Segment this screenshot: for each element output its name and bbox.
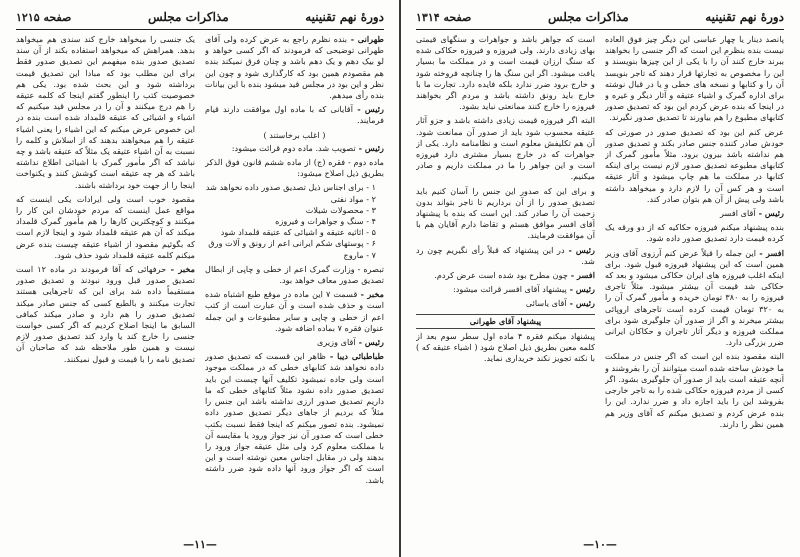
paragraph-text: تصویب شد. ماده دوم قرائت میشود: (231, 142, 356, 153)
left-columns (16, 34, 384, 524)
right-page-header (416, 10, 784, 28)
list-item: ۴ - سنگ و جواهرات و فیروزه (275, 216, 376, 227)
speaker-name: رئیس - (352, 104, 384, 115)
paragraph (416, 245, 595, 267)
speaker-name: مخبر - (166, 264, 195, 275)
paragraph-text: مقصود خوب است ولی ایرادات یکی اینست که مواقع عمل اینست که مردم خودشان این کار را میکنند و کوچکترین کارها را هم مأمور گمرک قلمداد میکند که آن هم عتیقه قلمداد شود و اینجا لازم است که بگوئیم مقصود از اشیاء عتیقه چیست بنده عرض میکنم کلمه عتیقه قلمداد شود حذف شود. (16, 193, 195, 260)
paragraph-text: پیشنهاد میکنم فقره ۴ ماده اول سطر سوم بعد از کلمه معین بطریق ذیل اصلاح شود ( اشیاء عتیقه که ) با نکته تجویز نکند خریداری نماید. (416, 330, 595, 364)
paragraph (605, 34, 784, 124)
paragraph-text: این جمله را قبلاً عرض کنم آرزوی آقای وزیر همین است که این پیشنهاد فیروزه قبول شود. برای اینکه اغلب فیروزه های ایران حکاکی میشود و بعد که حکاکی شد قیمت آن بیشتر میشود. مثلاً تاجری فیروزه را به ۳۸۰ تومان خریده و مأمور گمرک آن را به ۳۲۰ تومان قیمت کرده است تاجرهای اروپائی بیشتر میخرند و اگر از صدور آن جلوگیری شود برای مملکت فیروزه و دیگر آثار تاجران و حکاکان ایرانی ضرر بزرگی دارد. (605, 247, 784, 348)
paragraph (16, 264, 195, 365)
speaker-name: طهرانی - (347, 34, 384, 44)
paragraph-text: یک جنسی را میخواهد خارج کند سندی هم میخواهد بدهد. همراهش که میخواهد استفاده بکند از آن سند تصدیق صدور بنده میفهمم این تصدیق صدور فقط برای این مطلب بود که مبادا این تصدیق قیمت برداشته شود و این بحث شده بود. یکی هم خصوصیت کتب را اینطور گفتم اینجا که کلمه عتیقه را هم درج میکنند و آن را در مجلس قید میکنیم که اشیاء و اشیائی که عتیقه قلمداد شده است بنده در این خصوص عرض میکنم که این اشیاء را یعنی اشیاء عتیقه را هم میخواهند بدهند که از اسلاش و کلمه را نسبت به آن اشیاء عتیقه یک مثلاً که عتیقه باشد و چه نباشد که اگر مأمور گمرک با اشیائی اطلاع نداشته باشد که هر چه عتیقه است کوشش کنند و یکنواخت اینجا را از جهت خود برداشته باشند. (16, 34, 195, 190)
right-page-number-label: صفحه ۱۳۱۴ (416, 11, 472, 24)
paragraph-text: آقایانی که با ماده اول موافقت دارند قیام فرمایند. (205, 104, 384, 126)
left-page-footer: —۱۱— (183, 538, 217, 551)
paragraph-text: تبصره - وزارت گمرک اعم از خطی و چاپی از ابطال تصدیق صدور معاف خواهد بود. (205, 263, 384, 286)
paragraph-text: عرض کنم این بود که تصدیق صدور در صورتی که خودش صادر کننده جنس صادر بکند و تصدیق صدور هم نداشته باشد بیرون برود. مثلاً مأمور گمرک از کتابهای مطبوعه تصدیق صدور لازم نیست برای اینکه کتابها در مملکت ما هم چاپ میشود و آثار عتیقه است و هر کس آن را لازم دارد و میخواهد داشته باشد ولی پیش از آن هم بتوان صادر کند. (605, 126, 784, 204)
right-page-footer: —۱۰— (583, 538, 617, 551)
paragraph-text: آقای وزیری (316, 337, 356, 348)
left-session-label: دورهٔ نهم تقنینیه (305, 10, 384, 24)
paragraph (16, 194, 195, 261)
proposal-heading: پیشنهاد آقای طهرانی (416, 314, 595, 329)
list-item: ۵ - اثاثیه عتیقه و اشیائی که عتیقه قلمداد شود (220, 227, 376, 238)
paragraph-text: ظاهر این قسمت که تصدیق صدور داده نخواهد شد کتابهای خطی که در مملکت موجود است ولی جاده نمیشود تکلیف آنها چیست این باید تصدیق صدور داده نشود مثلاً کتابهای خطی که ما داریم تصدیق صدور ارزی نداشته باشد این جنس را مثلاً که بردیم از جاهای دیگر تصدیق صدور داده نمیشود. بنده تصور میکنم که اینجا فقط نسبت بکتب خطی است که صدور آن نیز جواز ورود یا مقایسه آن با مملکت معلوم کرد ولی مثل عتیقه جواز ورود را بدهند ولی در مقابل اجناس معین نوشته است و این است که اگر جواز ورود آنها داده شود ضرر داشته باشد. (205, 351, 384, 485)
paragraph (416, 298, 595, 309)
list-item: ۷ - ماروج (343, 249, 376, 260)
paragraph (205, 143, 384, 154)
paragraph (205, 351, 384, 485)
paragraph (205, 289, 384, 334)
right-header-title: مذاکرات مجلس (547, 10, 629, 24)
right-page (400, 0, 800, 557)
left-page-header (16, 10, 384, 28)
speaker-name: رئیس - (355, 142, 384, 153)
paragraph-text: و برای این که صدور این جنس را آسان کنیم باید تصدیق صدور را از آن برداریم تا تاجر بتواند بدون زحمت آن را صادر کند. این است که بنده با پیشنهاد آقای افسر موافق هستم و تقاضا دارم آقایان هم با آن موافقت فرمایند. (416, 185, 595, 241)
paragraph-text: پانصد دینار یا چهار عباسی این دیگر چیز فوق العاده نیست بنده بنظرم این است که اگر جنسی را بخواهند ببرند خارج کنند آن را با یکی از این چیزها بنویسند و این را مخصوص به تجارتها قرار دهند که تاجر بنویسد آن را و کتابها و نسخه های خطی و یا در قبال نوشته برای اداره گمرک و اشیاء عتیقه و آثار دیگر و غیره و در اینجا که بنده عرض کردم این بود که تصدیق صدور کتابهای مطبوع را هم بیاورند تا تصدیق صدور نگیرند. (605, 34, 784, 123)
paragraph (205, 264, 384, 286)
list-item: ۲ - مواد نفتی (330, 193, 376, 204)
right-header-rule (416, 29, 784, 30)
speaker-name: مخبر - (357, 289, 384, 300)
speaker-name: طباطبائی دیبا - (326, 351, 384, 362)
paragraph-text: بنده پیشنهاد میکنم فیروزه حکاکیه که از دو ورقه یک کرده قیمت دارد تصدیق صدور داده شود. (605, 222, 784, 244)
right-page-left-column (416, 34, 595, 524)
paragraph-text: قسمت ۷ این ماده در موقع طبع اشتباه شده است و حذف شده است و آن عبارت است از کتب اعم از خطی و چاپی و سایر مطبوعات و این جمله عنوان فقره ۷ بماده اضافه شود. (205, 289, 384, 333)
right-page-right-column (605, 34, 784, 524)
left-page-right-column (205, 34, 384, 524)
list-item: ۱ - برای اجناس ذیل تصدیق صدور داده نخواهد شد (205, 182, 376, 193)
paragraph-text: بنده نظرم راجع به عرض کرده ولی آقای طهرانی توضیحی که فرمودند که اگر کسی خواهد و لو بیک دهم و یک دهم باشد و چنان فرق نمیکند بنده هم مقصودم همین بود که کارگذاری شود و چون این نظر و این بود در مجلس قید میشود بنده با این بیانات بنده رأی میدهم. (205, 34, 384, 101)
paragraph-text: چون مطرح بود شده است عرض کردم. (434, 270, 568, 281)
paragraph (416, 284, 595, 295)
speaker-name: رئیس - (566, 298, 595, 309)
paragraph-text: حرفهائی که آقا فرمودند در ماده ۱۲ است تصدیق صدور قبل ورود نبودند و تصدیق صدور مستقیماً داده شد برای این که تاجرهایی هستند تجارت میکنند و بالطبع کسی که جنس صادر میکند تصدیق صدور را هم دارد و صادر میکند کمافی السابق ما اینجا اصلاح کردیم که اگر کسی خواست جنسی را خارج کند یا وارد کند تصدیق صدور لازم نیست و همین طور ملاحظه شد که صاحبان آن تصدیق نامه را با قیمت و قبول نمیکنند. (16, 264, 195, 364)
paragraph (605, 127, 784, 205)
paragraph (16, 34, 195, 191)
paragraph (205, 104, 384, 126)
speaker-name: رئیس - (564, 244, 595, 255)
list-item: ۳ - محصولات شیلات (305, 204, 376, 215)
list-item: ۶ - پوستهای شکم ایرانی اعم از رونق و آلات ورق (208, 238, 376, 249)
paragraph-text: آقای افسر (720, 208, 756, 219)
paragraph (205, 337, 384, 348)
paragraph (605, 351, 784, 429)
item-list (205, 182, 384, 260)
paragraph-text: است که جواهر باشد و جواهرات و سنگهای قیمتی بهای زیادی دارند. ولی فیروزه و فیروزه حکاکی شده که سنگ ارزان قیمت است و در مملکت ما بسیار یافت میشود. اگر این سنگ ها را چنانچه فروخته شود و خارج برود ضرر ندارد بلکه فایده دارد. تجارت ما با خارج باید رونق داشته باشد و مردم اگر بخواهند فیروزه را خارج کنند ممانعتی نباید بشود. (416, 34, 595, 112)
right-session-label: دورهٔ نهم تقنینیه (705, 10, 784, 24)
paragraph (416, 331, 595, 365)
paragraph (605, 208, 784, 219)
right-columns (416, 34, 784, 524)
paragraph (205, 157, 384, 179)
paragraph (416, 186, 595, 242)
paragraph-text: البته مقصود بنده این است که اگر جنس در مملکت ما خودش ساخته شده است میتوانند آن را بفروشند و آنچه عتیقه است باید از صدور آن جلوگیری بشود. اگر کسی از مردم فیروزه حکاکی شده را به تاجر خارجی بفروشد این را باید اجازه داد و ضرر ندارد. این را بنده عرض کردم و تصدیق میکنم که آقای وزیر هم همین نظر را دارند. (605, 351, 784, 429)
speaker-name: افسر - (567, 270, 595, 281)
left-page-number-label: صفحه ۱۲۱۵ (16, 11, 72, 24)
left-page-left-column (16, 34, 195, 524)
paragraph (605, 222, 784, 244)
paragraph-text: ماده دوم - فقره (ج) از ماده ششم قانون فوق الذکر بطریق ذیل اصلاح میشود: (205, 157, 384, 179)
left-header-title: مذاکرات مجلس (147, 10, 229, 24)
speaker-name: رئیس - (566, 284, 595, 295)
paragraph (416, 270, 595, 281)
left-header-rule (16, 29, 384, 30)
paragraph (605, 248, 784, 349)
paragraph-text: آقای یاسائی (525, 298, 567, 309)
paragraph-text: پیشنهاد آقای افسر قرائت میشود: (452, 284, 567, 295)
speaker-name: افسر - (756, 247, 784, 258)
speaker-name: رئیس - (355, 337, 384, 348)
paragraph-text: البته اگر فیروزه قیمت زیادی داشته باشد و جزو آثار عتیقه محسوب شود باید از صدور آن ممانعت شود. آن هم تکلیفش معلوم است و نظامنامه دارد. یکی از جواهرات که در خارج بسیار مشتری دارد فیروزه است و این جواهر را ما در مملکت داریم و صادر میکنیم. (416, 115, 595, 182)
paragraph (416, 115, 595, 182)
paragraph (416, 34, 595, 112)
stage-note: ( اغلب برخاستند ) (263, 129, 326, 140)
paragraph-text: در این پیشنهاد که قبلاً رأی نگیریم چون رد شد. (416, 244, 595, 266)
paragraph (205, 34, 384, 101)
speaker-name: رئیس - (755, 208, 784, 219)
